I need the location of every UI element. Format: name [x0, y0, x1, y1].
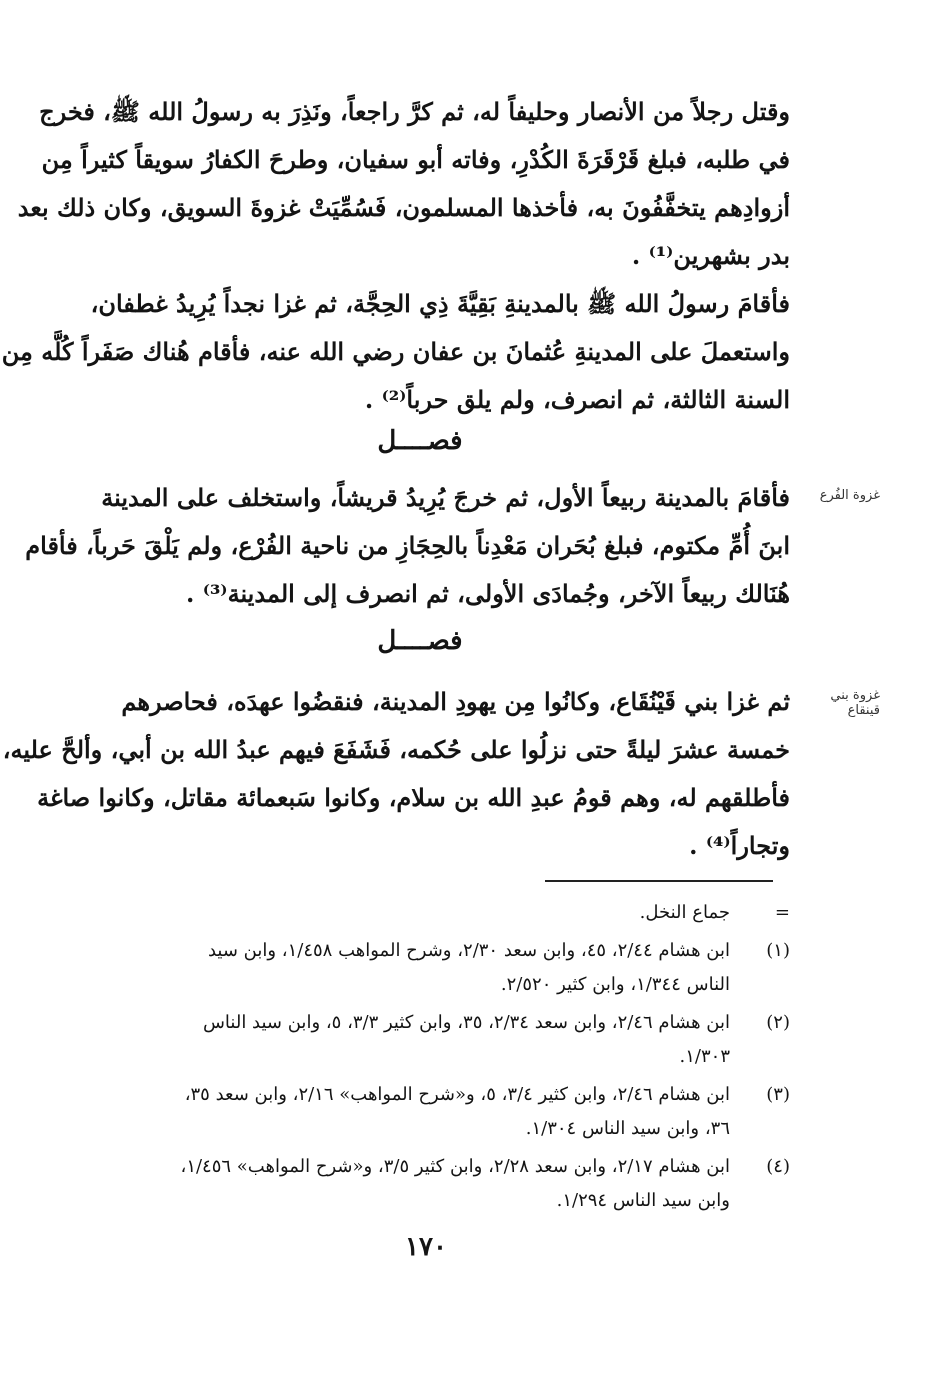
footnote-1: [100, 934, 790, 1002]
footnotes: [100, 896, 790, 1222]
page-number: ١٧٠: [405, 1232, 447, 1262]
text-line: ثم غزا بني قَيْنُقَاع، وكانُوا مِن يهودِ المدينة، فنقضُوا عهدَه، فحاصرهم: [121, 687, 790, 716]
footnote-3: [100, 1078, 790, 1146]
text-line: أزوادِهم يتخفَّفُونَ به، فأخذها المسلمون، فَسُمِّيَتْ غزوةَ السويق، وكان ذلك بعد: [17, 193, 790, 222]
paragraph-2: [1, 280, 790, 424]
footnote-number: (٢): [766, 1012, 790, 1033]
footnote-text: ابن هشام ٢/١٧، وابن سعد ٢/٢٨، وابن كثير ٣/٥، و«شرح المواهب» ١/٤٥٦،: [180, 1156, 730, 1177]
footnote-4: [100, 1150, 790, 1218]
footnote-2: [100, 1006, 790, 1074]
footnote-text: وابن سيد الناس ١/٢٩٤.: [556, 1190, 730, 1211]
text-line: ابنَ أُمِّ مكتوم، فبلغ بُحَران مَعْدِناً بالحِجَازِ من ناحية الفُرْع، ولم يَلْقَ حَرباً، فأقام: [25, 531, 790, 560]
heading-text: فصــــل: [377, 626, 463, 656]
text-line: فأقامَ بالمدينة ربيعاً الأول، ثم خرجَ يُرِيدُ قريشاً، واستخلف على المدينة: [101, 483, 790, 512]
text-line: فأقامَ رسولُ الله ﷺ بالمدينةِ بَقِيَّةَ ذِي الحِجَّة، ثم غزا نجداً يُرِيدُ غطفان،: [90, 289, 790, 318]
text-line: وتجاراً⁽⁴⁾ .: [689, 831, 790, 860]
footnote-number: (٤): [766, 1156, 790, 1177]
heading-text: فصــــل: [377, 426, 463, 456]
footnote-continuation: [100, 896, 790, 930]
footnote-text: ٣٦، وابن سيد الناس ١/٣٠٤.: [525, 1118, 730, 1139]
footnote-text: ابن هشام ٢/٤٦، وابن كثير ٣/٤، ٥، و«شرح المواهب» ٢/١٦، وابن سعد ٣٥،: [184, 1084, 730, 1105]
text-line: فأطلقهم له، وهم قومُ عبدِ الله بن سلام، وكانوا سَبعمائة مقاتل، وكانوا صاغة: [37, 783, 790, 812]
margin-note-2: غزوة بني قينقاع: [830, 688, 880, 718]
footnote-number: (٣): [766, 1084, 790, 1105]
footnote-divider: [545, 880, 773, 882]
text-line: في طلبه، فبلغ قَرْقَرَةَ الكُدْرِ، وفاته أبو سفيان، وطرحَ الكفارُ سويقاً كثيراً مِن: [41, 145, 790, 174]
footnote-text: الناس ١/٣٤٤، وابن كثير ٢/٥٢٠.: [500, 974, 730, 995]
footnote-text: ابن هشام ٢/٤٤، ٤٥، وابن سعد ٢/٣٠، وشرح المواهب ١/٤٥٨، وابن سيد: [207, 940, 730, 961]
footnote-text: جماع النخل.: [639, 902, 730, 923]
paragraph-3: [25, 474, 790, 618]
section-heading-1: [370, 426, 470, 456]
text-line: بدر بشهرين⁽¹⁾ .: [631, 241, 790, 270]
footnote-number: (١): [766, 940, 790, 961]
footnote-text: ابن هشام ٢/٤٦، وابن سعد ٢/٣٤، ٣٥، وابن كثير ٣/٣، ٥، وابن سيد الناس: [202, 1012, 730, 1033]
text-line: السنة الثالثة، ثم انصرف، ولم يلق حرباً⁽²⁾ .: [364, 385, 790, 414]
text-line: خمسة عشرَ ليلةً حتى نزلُوا على حُكمه، فَشَفَعَ فيهم عبدُ الله بن أبي، وألحَّ عليه،: [2, 735, 790, 764]
text-line: هُنَالك ربيعاً الآخر، وجُمادَى الأولى، ثم انصرف إلى المدينة⁽³⁾ .: [186, 579, 790, 608]
section-heading-2: [370, 626, 470, 656]
paragraph-4: [2, 678, 790, 870]
footnote-text: ١/٣٠٣.: [679, 1046, 730, 1067]
paragraph-1: [17, 88, 790, 280]
text-line: واستعملَ على المدينةِ عُثمانَ بن عفان رضي الله عنه، فأقام هُناك صَفَراً كُلَّه مِن: [1, 337, 790, 366]
margin-note-1: غزوة الفُرع: [819, 488, 880, 503]
text-line: وقتل رجلاً من الأنصار وحليفاً له، ثم كرَّ راجعاً، ونَذِرَ به رسولُ الله ﷺ، فخرج: [39, 97, 790, 126]
continuation-mark: =: [774, 902, 790, 923]
